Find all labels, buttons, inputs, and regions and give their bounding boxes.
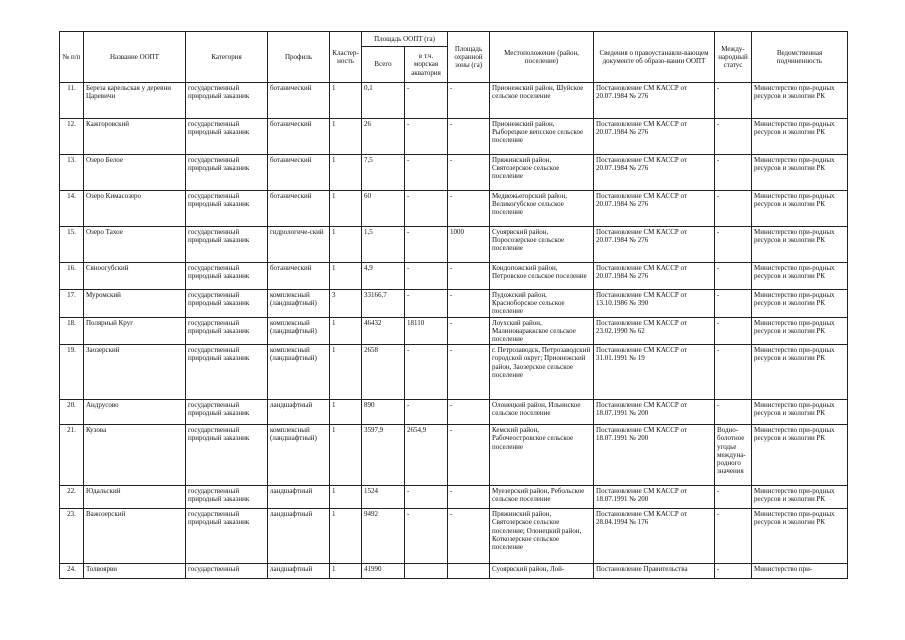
cell-authority: Министерство при-родных ресурсов и экологии РК — [752, 425, 848, 486]
cell-num: 15. — [60, 227, 84, 263]
table-row — [60, 155, 848, 191]
cell-area-sea: - — [405, 227, 448, 263]
cell-authority: Министерство при-родных ресурсов и экологии РК — [752, 191, 848, 227]
cell-area-total: 9492 — [362, 509, 405, 564]
cell-intl-status: - — [715, 486, 752, 509]
cell-area-total: 0,1 — [362, 83, 405, 119]
cell-authority: Министерство при-родных ресурсов и экологии РК — [752, 263, 848, 290]
cell-cluster: 1 — [330, 191, 362, 227]
cell-document: Постановление СМ КАССР от 20.07.1984 № 276 — [594, 83, 715, 119]
cell-intl-status: - — [715, 83, 752, 119]
cell-location: Пудожский район, Красноборское сельское поселение — [490, 290, 594, 318]
cell-cluster: 1 — [330, 400, 362, 425]
cell-category: государственный природный заказник — [186, 227, 268, 263]
cell-authority: Министерство при-родных ресурсов и экологии РК — [752, 345, 848, 400]
cell-document: Постановление СМ КАССР от 18.07.1991 № 200 — [594, 486, 715, 509]
cell-cluster: 1 — [330, 119, 362, 155]
cell-profile: комплексный (ландшафтный) — [268, 290, 330, 318]
cell-authority: Министерство при- — [752, 564, 848, 579]
cell-category: государственный природный заказник — [186, 317, 268, 345]
cell-num: 18. — [60, 317, 84, 345]
cell-name: Важозерский — [84, 509, 186, 564]
cell-category: государственный природный заказник — [186, 155, 268, 191]
cell-area-total: 33166,7 — [362, 290, 405, 318]
cell-name: Полярный Круг — [84, 317, 186, 345]
cell-buffer: - — [448, 83, 490, 119]
cell-document: Постановление СМ КАССР от 23.02.1990 № 62 — [594, 317, 715, 345]
cell-location: Прионежский район, Шуйское сельское поселение — [490, 83, 594, 119]
cell-name: Кажгоровский — [84, 119, 186, 155]
header-category: Категория — [186, 32, 268, 83]
cell-profile: комплексный (ландшафтный) — [268, 425, 330, 486]
cell-document: Постановление СМ КАССР от 20.07.1984 № 276 — [594, 263, 715, 290]
cell-category: государственный природный заказник — [186, 263, 268, 290]
cell-num: 17. — [60, 290, 84, 318]
cell-document: Постановление СМ КАССР от 18.07.1991 № 200 — [594, 425, 715, 486]
cell-intl-status: - — [715, 345, 752, 400]
cell-category: государственный природный заказник — [186, 83, 268, 119]
header-document: Сведения о правоустанавли-вающем документе об образо-вании ООПТ — [594, 32, 715, 83]
cell-category: государственный — [186, 564, 268, 579]
cell-category: государственный природный заказник — [186, 119, 268, 155]
cell-area-total: 2658 — [362, 345, 405, 400]
cell-buffer: 1000 — [448, 227, 490, 263]
cell-cluster: 3 — [330, 290, 362, 318]
cell-location: Муезерский район, Ребольское сельское поселение — [490, 486, 594, 509]
cell-num: 14. — [60, 191, 84, 227]
cell-location: Кемский район, Рабочеостровское сельское поселение — [490, 425, 594, 486]
cell-area-sea: - — [405, 509, 448, 564]
cell-area-sea: - — [405, 155, 448, 191]
cell-num: 21. — [60, 425, 84, 486]
cell-area-total: 41990 — [362, 564, 405, 579]
cell-profile: ландшафтный — [268, 509, 330, 564]
cell-document: Постановление Правительства — [594, 564, 715, 579]
cell-intl-status: Водно-болотное угодье междуна-родного значения — [715, 425, 752, 486]
cell-num: 24. — [60, 564, 84, 579]
cell-authority: Министерство при-родных ресурсов и экологии РК — [752, 486, 848, 509]
header-intl-status: Между-народный статус — [715, 32, 752, 83]
cell-num: 11. — [60, 83, 84, 119]
header-cluster: Кластер-ность — [330, 32, 362, 83]
table-row — [60, 317, 848, 345]
cell-area-sea: - — [405, 83, 448, 119]
header-buffer: Площадь охранной зоны (га) — [448, 32, 490, 83]
cell-buffer: - — [448, 486, 490, 509]
cell-name: Заозерский — [84, 345, 186, 400]
cell-name: Озеро Белое — [84, 155, 186, 191]
cell-cluster: 1 — [330, 227, 362, 263]
cell-category: государственный природный заказник — [186, 509, 268, 564]
cell-buffer: - — [448, 155, 490, 191]
cell-profile: ботанический — [268, 191, 330, 227]
cell-buffer: - — [448, 191, 490, 227]
cell-area-total: 7,5 — [362, 155, 405, 191]
cell-intl-status: - — [715, 119, 752, 155]
cell-intl-status: - — [715, 191, 752, 227]
cell-area-sea: - — [405, 119, 448, 155]
cell-area-sea: - — [405, 345, 448, 400]
cell-authority: Министерство при-родных ресурсов и экологии РК — [752, 155, 848, 191]
cell-buffer: - — [448, 263, 490, 290]
cell-authority: Министерство при-родных ресурсов и экологии РК — [752, 400, 848, 425]
cell-cluster: 1 — [330, 345, 362, 400]
cell-document: Постановление СМ КАССР от 20.07.1984 № 276 — [594, 155, 715, 191]
header-authority: Ведомственная подчиненность — [752, 32, 848, 83]
cell-intl-status: - — [715, 155, 752, 191]
cell-name: Юдальский — [84, 486, 186, 509]
cell-name: Муромский — [84, 290, 186, 318]
cell-buffer: - — [448, 509, 490, 564]
table-row — [60, 119, 848, 155]
cell-intl-status: - — [715, 290, 752, 318]
cell-document: Постановление СМ КАССР от 13.10.1986 № 390 — [594, 290, 715, 318]
cell-cluster: 1 — [330, 486, 362, 509]
table-row — [60, 400, 848, 425]
header-location: Местоположение (район, поселение) — [490, 32, 594, 83]
cell-buffer: - — [448, 119, 490, 155]
table-row — [60, 227, 848, 263]
table-row — [60, 83, 848, 119]
cell-buffer — [448, 564, 490, 579]
cell-authority: Министерство при-родных ресурсов и экологии РК — [752, 83, 848, 119]
cell-buffer: - — [448, 345, 490, 400]
cell-document: Постановление СМ КАССР от 20.07.1984 № 276 — [594, 119, 715, 155]
cell-category: государственный природный заказник — [186, 486, 268, 509]
cell-location: Медвежьегорский район, Великогубское сельское поселение — [490, 191, 594, 227]
cell-cluster: 1 — [330, 564, 362, 579]
cell-profile: ландшафтный — [268, 486, 330, 509]
cell-intl-status: - — [715, 263, 752, 290]
cell-name: Береза карельская у деревни Царевичи — [84, 83, 186, 119]
cell-document: Постановление СМ КАССР от 28.04.1994 № 176 — [594, 509, 715, 564]
cell-profile: комплексный (ландшафтный) — [268, 317, 330, 345]
cell-num: 13. — [60, 155, 84, 191]
cell-num: 20. — [60, 400, 84, 425]
cell-location: Суоярвский район, Поросозерское сельское поселение — [490, 227, 594, 263]
cell-intl-status: - — [715, 227, 752, 263]
cell-area-total: 1524 — [362, 486, 405, 509]
cell-cluster: 1 — [330, 83, 362, 119]
cell-intl-status: - — [715, 564, 752, 579]
cell-name: Толвоярви — [84, 564, 186, 579]
cell-profile: комплексный (ландшафтный) — [268, 345, 330, 400]
cell-location: Олонецкий район, Ильинское сельское поселение — [490, 400, 594, 425]
cell-category: государственный природный заказник — [186, 425, 268, 486]
cell-name: Сяноогубский — [84, 263, 186, 290]
cell-num: 19. — [60, 345, 84, 400]
table-row — [60, 263, 848, 290]
table-row — [60, 425, 848, 486]
cell-area-total: 890 — [362, 400, 405, 425]
cell-num: 16. — [60, 263, 84, 290]
cell-profile: ботанический — [268, 119, 330, 155]
cell-area-sea: - — [405, 486, 448, 509]
cell-cluster: 1 — [330, 317, 362, 345]
table-row — [60, 509, 848, 564]
cell-document: Постановление СМ КАССР от 18.07.1991 № 200 — [594, 400, 715, 425]
cell-area-sea — [405, 564, 448, 579]
cell-cluster: 1 — [330, 509, 362, 564]
cell-area-total: 3597,9 — [362, 425, 405, 486]
cell-num: 22. — [60, 486, 84, 509]
cell-authority: Министерство при-родных ресурсов и экологии РК — [752, 227, 848, 263]
cell-buffer: - — [448, 290, 490, 318]
cell-category: государственный природный заказник — [186, 400, 268, 425]
cell-intl-status: - — [715, 400, 752, 425]
cell-cluster: 1 — [330, 155, 362, 191]
header-area-group: Площадь ООПТ (га) — [362, 32, 448, 47]
cell-profile: ландшафтный — [268, 400, 330, 425]
cell-profile: ботанический — [268, 83, 330, 119]
header-name: Название ООПТ — [84, 32, 186, 83]
cell-authority: Министерство при-родных ресурсов и экологии РК — [752, 317, 848, 345]
cell-location: Кондопожский район, Петровское сельское поселение — [490, 263, 594, 290]
cell-profile: ботанический — [268, 263, 330, 290]
table-row — [60, 486, 848, 509]
cell-area-sea: 2654,9 — [405, 425, 448, 486]
cell-location: Пряжинский район, Святозерское сельское поселение; Олонецкий район, Коткозерское сельское поселение — [490, 509, 594, 564]
table-row — [60, 191, 848, 227]
cell-area-sea: - — [405, 400, 448, 425]
cell-area-total: 26 — [362, 119, 405, 155]
cell-area-total: 60 — [362, 191, 405, 227]
cell-location: Пряжинский район, Святозерское сельское поселение — [490, 155, 594, 191]
cell-area-sea: - — [405, 263, 448, 290]
cell-location: г. Петрозаводск, Петрозаводский городской округ; Прионежский район, Заозерское сельское поселение — [490, 345, 594, 400]
cell-category: государственный природный заказник — [186, 290, 268, 318]
cell-cluster: 1 — [330, 263, 362, 290]
cell-location: Суоярвский район, Лой- — [490, 564, 594, 579]
cell-num: 12. — [60, 119, 84, 155]
cell-authority: Министерство при-родных ресурсов и экологии РК — [752, 509, 848, 564]
cell-profile: ботанический — [268, 155, 330, 191]
cell-area-sea: 18110 — [405, 317, 448, 345]
cell-document: Постановление СМ КАССР от 31.01.1991 № 19 — [594, 345, 715, 400]
cell-area-total: 1,5 — [362, 227, 405, 263]
cell-area-total: 46432 — [362, 317, 405, 345]
cell-location: Прионежский район, Рыборецкое вепсское сельское поселение — [490, 119, 594, 155]
cell-name: Андрусово — [84, 400, 186, 425]
cell-buffer: - — [448, 317, 490, 345]
cell-num: 23. — [60, 509, 84, 564]
cell-intl-status: - — [715, 509, 752, 564]
header-profile: Профиль — [268, 32, 330, 83]
header-area-sea: в т.ч. морская акватория — [405, 47, 448, 83]
cell-name: Озеро Тахое — [84, 227, 186, 263]
header-area-total: Всего — [362, 47, 405, 83]
table-row — [60, 290, 848, 318]
cell-area-sea: - — [405, 191, 448, 227]
table-row — [60, 564, 848, 579]
cell-category: государственный природный заказник — [186, 345, 268, 400]
cell-document: Постановление СМ КАССР от 20.07.1984 № 276 — [594, 191, 715, 227]
cell-cluster: 1 — [330, 425, 362, 486]
cell-category: государственный природный заказник — [186, 191, 268, 227]
protected-areas-table — [59, 31, 848, 579]
cell-name: Озеро Кимасозеро — [84, 191, 186, 227]
table-row — [60, 345, 848, 400]
cell-buffer: - — [448, 400, 490, 425]
cell-buffer: - — [448, 425, 490, 486]
cell-intl-status: - — [715, 317, 752, 345]
cell-area-sea: - — [405, 290, 448, 318]
document-page — [59, 31, 847, 579]
cell-area-total: 4,9 — [362, 263, 405, 290]
cell-location: Лоухский район, Малиновараккское сельское поселение — [490, 317, 594, 345]
cell-authority: Министерство при-родных ресурсов и экологии РК — [752, 290, 848, 318]
header-num: № п/п — [60, 32, 84, 83]
cell-name: Кузова — [84, 425, 186, 486]
cell-profile: гидрологиче-ский — [268, 227, 330, 263]
cell-profile: ландшафтный — [268, 564, 330, 579]
cell-document: Постановление СМ КАССР от 20.07.1984 № 276 — [594, 227, 715, 263]
cell-authority: Министерство при-родных ресурсов и экологии РК — [752, 119, 848, 155]
